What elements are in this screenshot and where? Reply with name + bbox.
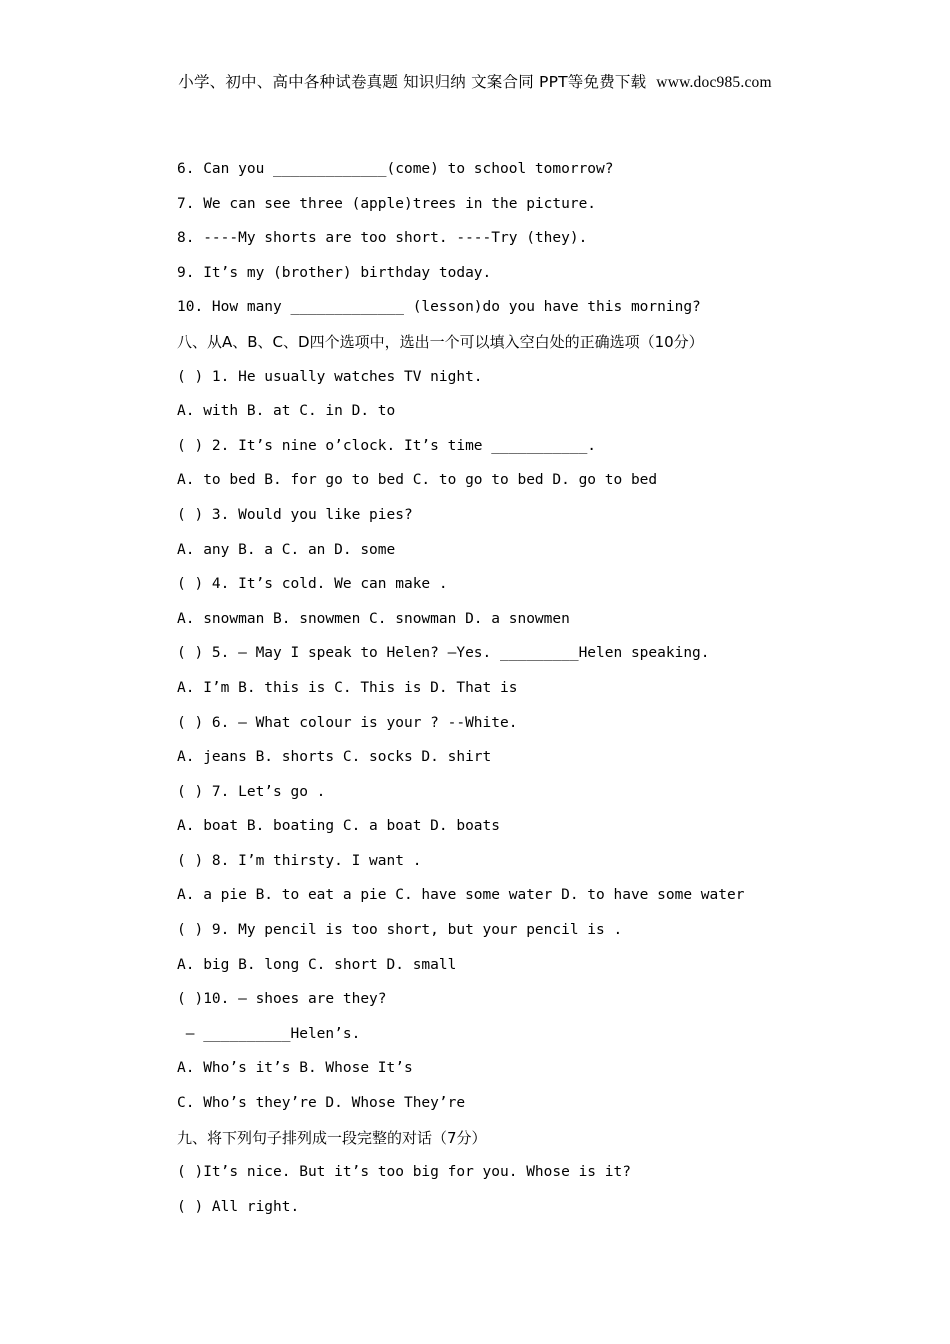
question-line: ( ) All right. [177,1198,300,1215]
options-line: A. snowman B. snowmen C. snowman D. a snowmen [177,610,570,627]
question-line: ( ) 2. It’s nine o’clock. It’s time ___________. [177,437,597,454]
question-line: ( )10. – shoes are they? [177,991,387,1008]
question-line: ( ) 8. I’m thirsty. I want . [177,852,422,869]
question-line: 10. How many _____________ (lesson)do you have this morning? [177,299,701,316]
question-line: 7. We can see three (apple)trees in the picture. [177,195,597,212]
question-line: ( ) 3. Would you like pies? [177,506,413,523]
options-line: C. Who’s they’re D. Whose They’re [177,1095,466,1112]
options-line: A. I’m B. this is C. This is D. That is [177,679,518,696]
document-body [177,152,877,1224]
header-text: 小学、初中、高中各种试卷真题 知识归纳 文案合同 PPT等免费下载 [178,73,647,91]
question-line: ( ) 7. Let’s go . [177,783,326,800]
question-line: ( )It’s nice. But it’s too big for you. Whose is it? [177,1164,631,1181]
question-line: ( ) 5. – May I speak to Helen? –Yes. _________Helen speaking. [177,645,710,662]
section-heading: 九、将下列句子排列成一段完整的对话（7分） [177,1128,487,1147]
options-line: A. any B. a C. an D. some [177,541,396,558]
question-line: ( ) 1. He usually watches TV night. [177,368,483,385]
options-line: A. with B. at C. in D. to [177,403,396,420]
question-line: 9. It’s my (brother) birthday today. [177,264,492,281]
options-line: A. a pie B. to eat a pie C. have some water D. to have some water [177,887,745,904]
options-line: A. to bed B. for go to bed C. to go to bed D. go to bed [177,472,658,489]
question-line: ( ) 6. – What colour is your ? --White. [177,714,518,731]
options-line: A. Who’s it’s B. Whose It’s [177,1060,413,1077]
question-line: – __________Helen’s. [177,1025,361,1042]
question-line: ( ) 4. It’s cold. We can make . [177,576,448,593]
options-line: A. jeans B. shorts C. socks D. shirt [177,749,492,766]
header-site: www.doc985.com [656,74,772,91]
page-header [0,70,950,92]
options-line: A. boat B. boating C. a boat D. boats [177,818,501,835]
question-line: 6. Can you _____________(come) to school tomorrow? [177,161,614,177]
options-line: A. big B. long C. short D. small [177,956,457,973]
question-line: 8. ----My shorts are too short. ----Try (they). [177,230,588,247]
question-line: ( ) 9. My pencil is too short, but your pencil is . [177,922,623,939]
section-heading: 八、从A、B、C、D四个选项中，选出一个可以填入空白处的正确选项（10分） [177,332,704,351]
